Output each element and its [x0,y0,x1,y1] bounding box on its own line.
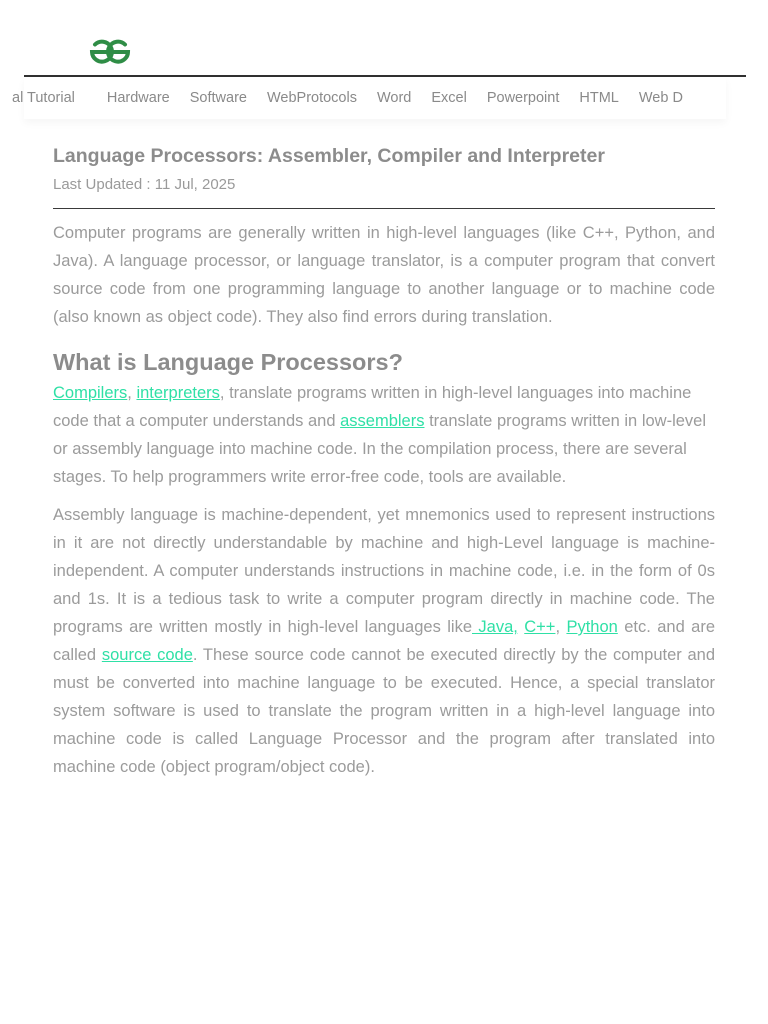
nav-item-hardware[interactable]: Hardware [106,90,170,106]
section-heading: What is Language Processors? [53,349,403,375]
nav-item-tutorial[interactable]: al Tutorial [12,90,75,106]
article-title: Language Processors: Assembler, Compiler and Interpreter [53,145,605,167]
text-separator: , [127,384,137,402]
nav-item-web-dev[interactable]: Web D [638,90,683,106]
link-python[interactable]: Python [566,618,618,636]
title-divider [53,208,715,209]
site-header [0,0,768,76]
nav-item-excel[interactable]: Excel [431,90,467,106]
link-assemblers[interactable]: assemblers [340,412,425,430]
paragraph-assembly-language [53,501,715,781]
link-compilers[interactable]: Compilers [53,384,128,402]
nav-fade-edge [696,77,726,119]
nav-item-word[interactable]: Word [376,90,412,106]
paragraph-text: . These source code cannot be executed directly by the computer and must be converted into machine language to be executed. Hence, a special translator system software is used to translate the program written in a high-level language into machine code is called Language Processor and the program after translated into machine code (object program/object code). [53,646,716,776]
link-source-code[interactable]: source code [101,646,193,664]
link-interpreters[interactable]: interpreters [136,384,220,402]
text-separator: , [555,618,567,636]
link-cpp[interactable]: C++ [524,618,556,636]
topic-nav-bar[interactable] [12,77,726,119]
last-updated-date: Last Updated : 11 Jul, 2025 [53,176,236,193]
link-java[interactable]: Java, [472,618,518,636]
paragraph-text: translate programs written in low-level or assembly language into machine code. In the compilation process, there are several stages. To help programmers write error-free code, tools are available. [53,412,707,486]
nav-item-software[interactable]: Software [189,90,247,106]
paragraph-language-processors [53,379,715,491]
nav-item-webprotocols[interactable]: WebProtocols [266,90,357,106]
topic-nav-track [12,77,683,119]
paragraph-text: , translate programs written in high-level languages into machine code that a computer understands and [53,384,692,430]
article-content [53,140,715,781]
nav-item-html[interactable]: HTML [579,90,619,106]
nav-item-powerpoint[interactable]: Powerpoint [486,90,560,106]
gfg-logo-icon[interactable] [84,36,136,64]
paragraph-text: Assembly language is machine-dependent, yet mnemonics used to represent instructions in it are not directly understandable by machine and high-Level language is machine-independent. A computer understands instructions in machine code, i.e. in the form of 0s and 1s. It is a tedious task to write a computer program directly in machine code. The programs are written mostly in high-level languages like [53,506,715,636]
paragraph-text: etc. and are called [53,618,715,664]
intro-paragraph: Computer programs are generally written in high-level languages (like C++, Python, and Java). A language processor, or language translator, is a computer program that convert source code from one programming language to another language or to machine code (also known as object code). They also find errors during translation. [53,224,715,326]
